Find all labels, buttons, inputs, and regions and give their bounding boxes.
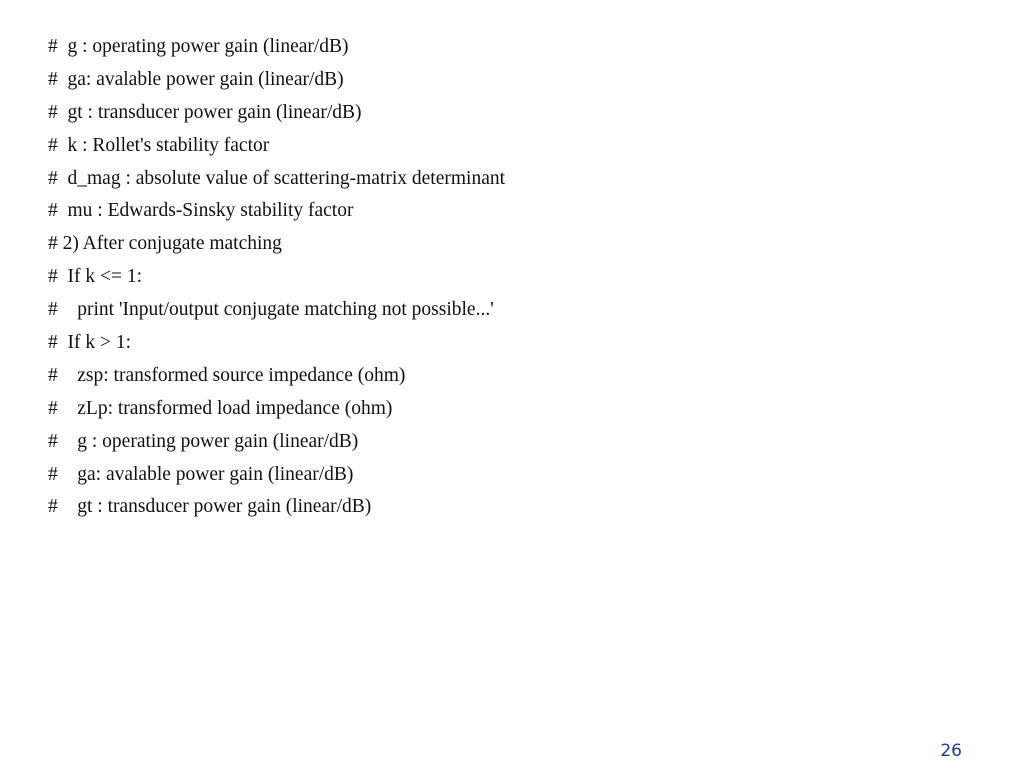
code-line: # g : operating power gain (linear/dB): [48, 430, 359, 452]
code-line: # ga: avalable power gain (linear/dB): [48, 463, 354, 485]
code-line: # k : Rollet's stability factor: [48, 134, 270, 156]
code-line: # gt : transducer power gain (linear/dB): [48, 101, 362, 123]
code-line: # zsp: transformed source impedance (ohm): [48, 364, 406, 386]
code-line: # d_mag : absolute value of scattering-matrix determinant: [48, 167, 506, 189]
code-line: # g : operating power gain (linear/dB): [48, 36, 349, 57]
code-line: # 2) After conjugate matching: [48, 233, 282, 255]
page-number: 26: [940, 741, 962, 761]
code-line: # If k > 1:: [48, 332, 132, 354]
code-comment-block: [48, 31, 505, 524]
code-line: # zLp: transformed load impedance (ohm): [48, 397, 393, 419]
code-line: # print 'Input/output conjugate matching not possible...': [48, 299, 494, 321]
code-line: # mu : Edwards-Sinsky stability factor: [48, 200, 354, 222]
code-line: # gt : transducer power gain (linear/dB): [48, 496, 372, 518]
code-line: # If k <= 1:: [48, 266, 143, 288]
code-line: # ga: avalable power gain (linear/dB): [48, 68, 344, 90]
